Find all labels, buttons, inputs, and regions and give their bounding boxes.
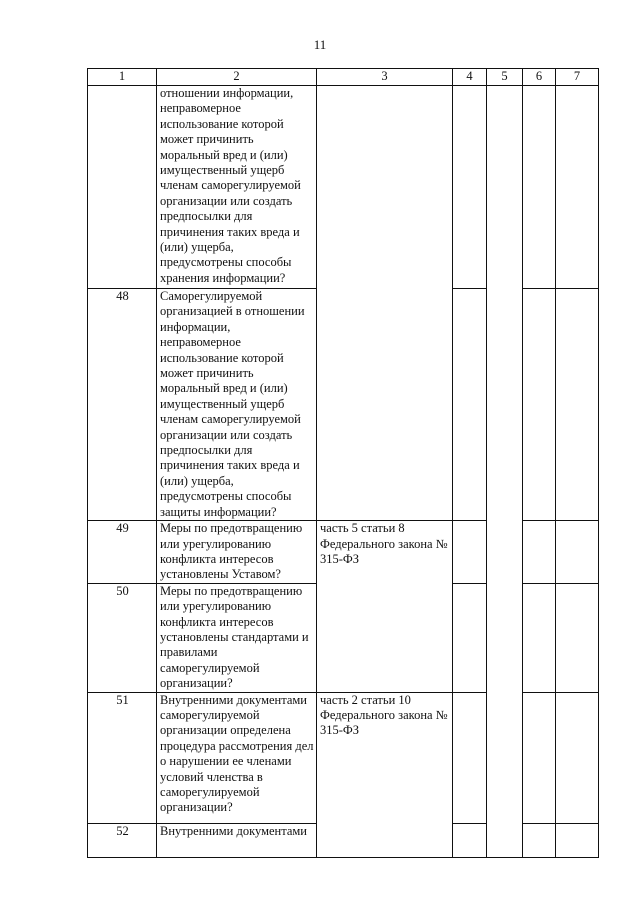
row-number: 51 (88, 692, 157, 823)
empty-cell (523, 86, 556, 289)
table-row (88, 521, 599, 584)
row-question: Меры по предотвращению или урегулированию конфликта интересов установлены Уставом? (157, 521, 317, 584)
column-header-4: 4 (453, 69, 487, 86)
column-header-1: 1 (88, 69, 157, 86)
empty-cell (523, 289, 556, 521)
empty-cell (523, 521, 556, 584)
empty-cell (523, 823, 556, 857)
row-number (88, 86, 157, 289)
empty-cell (453, 692, 487, 823)
row-number: 49 (88, 521, 157, 584)
empty-cell (523, 583, 556, 692)
empty-cell (556, 86, 599, 289)
legal-basis-cell (317, 86, 453, 521)
empty-cell (453, 289, 487, 521)
empty-cell (453, 521, 487, 584)
row-question: Внутренними документами саморегулируемой организации определена процедура рассмотрения дел о нарушении ее членами условий членства в саморегулируемой организации? (157, 692, 317, 823)
row-question: Внутренними документами (157, 823, 317, 857)
row-question: Меры по предотвращению или урегулированию конфликта интересов установлены стандартами и правилами саморегулируемой организации? (157, 583, 317, 692)
empty-cell (556, 692, 599, 823)
empty-cell (523, 692, 556, 823)
empty-cell (453, 823, 487, 857)
row-question: отношении информации, неправомерное использование которой может причинить моральный вред и (или) имущественный ущерб членам саморегулируемой организации или создать предпосылки для причинения таких вреда и (или) ущерба, предусмотрены способы хранения информации? (157, 86, 317, 289)
column-header-5: 5 (487, 69, 523, 86)
row-number: 52 (88, 823, 157, 857)
row-number: 50 (88, 583, 157, 692)
empty-cell (556, 521, 599, 584)
table-row (88, 86, 599, 289)
empty-cell (487, 86, 523, 858)
empty-cell (556, 289, 599, 521)
empty-cell (556, 583, 599, 692)
column-header-3: 3 (317, 69, 453, 86)
empty-cell (556, 823, 599, 857)
empty-cell (453, 86, 487, 289)
header-row (88, 69, 599, 86)
column-header-7: 7 (556, 69, 599, 86)
column-header-6: 6 (523, 69, 556, 86)
empty-cell (453, 583, 487, 692)
table-row (88, 692, 599, 823)
legal-basis-cell: часть 5 статьи 8 Федерального закона № 315-ФЗ (317, 521, 453, 692)
legal-basis-cell: часть 2 статьи 10 Федерального закона № 315-ФЗ (317, 692, 453, 857)
column-header-2: 2 (157, 69, 317, 86)
row-question: Саморегулируемой организацией в отношении информации, неправомерное использование которой может причинить моральный вред и (или) имущественный ущерб членам саморегулируемой организации или создать предпосылки для причинения таких вреда и (или) ущерба, предусмотрены способы защиты информации? (157, 289, 317, 521)
page-number: 11 (313, 37, 327, 52)
checklist-table (87, 68, 599, 858)
row-number: 48 (88, 289, 157, 521)
